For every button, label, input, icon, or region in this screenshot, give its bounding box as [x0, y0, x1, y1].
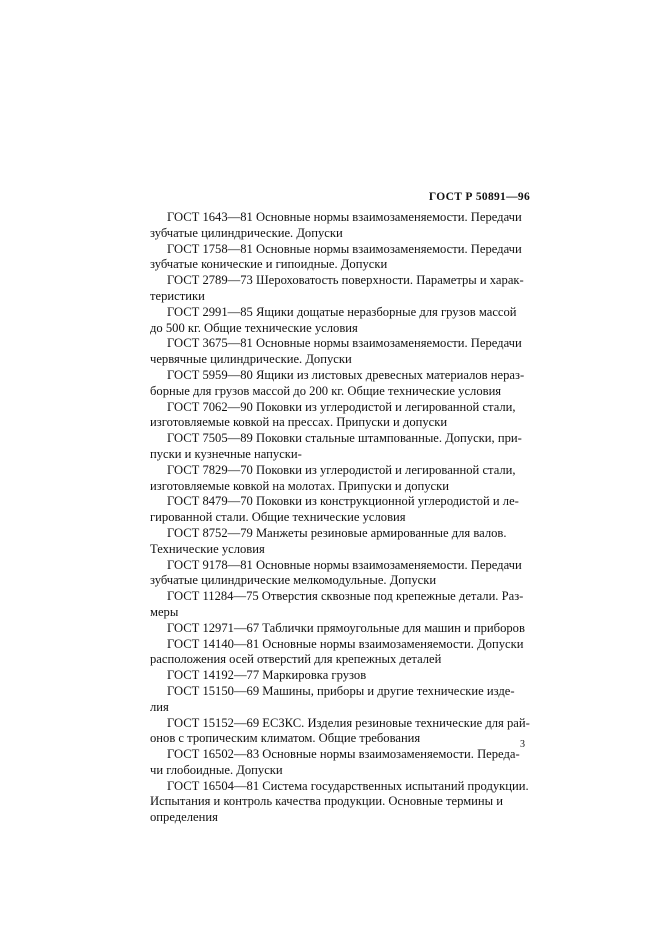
reference-line: ГОСТ 14192—77 Маркировка грузов — [167, 668, 367, 683]
reference-line: ГОСТ 15150—69 Машины, приборы и другие технические изде- — [167, 683, 515, 698]
reference-line: определения — [150, 810, 218, 825]
reference-entry — [150, 684, 531, 716]
reference-entry — [150, 463, 531, 495]
reference-line: борные для грузов массой до 200 кг. Общие технические условия — [150, 383, 502, 398]
document-header: ГОСТ Р 50891—96 — [428, 191, 530, 203]
reference-line: изготовляемые ковкой на молотах. Припуски и допуски — [150, 478, 450, 493]
reference-entry — [150, 305, 531, 337]
reference-entry — [150, 637, 531, 669]
reference-line: ГОСТ 8479—70 Поковки из конструкционной углеродистой и ле- — [167, 494, 519, 509]
reference-entry — [150, 526, 531, 558]
reference-line: ГОСТ 7505—89 Поковки стальные штампованные. Допуски, при- — [167, 431, 522, 446]
reference-entry — [150, 747, 531, 779]
reference-entry — [150, 716, 531, 748]
reference-line: чи глобоидные. Допуски — [150, 762, 283, 777]
reference-line: расположения осей отверстий для крепежных деталей — [150, 652, 442, 667]
reference-line: ГОСТ 7829—70 Поковки из углеродистой и легированной стали, — [167, 462, 516, 477]
reference-line: ГОСТ 16502—83 Основные нормы взаимозаменяемости. Переда- — [167, 747, 520, 762]
references-list — [150, 210, 531, 826]
reference-entry — [150, 336, 531, 368]
reference-entry — [150, 431, 531, 463]
reference-line: ГОСТ 1643—81 Основные нормы взаимозаменяемости. Передачи — [167, 210, 522, 224]
reference-line: меры — [150, 604, 179, 619]
reference-entry — [150, 621, 531, 637]
reference-line: ГОСТ 12971—67 Таблички прямоугольные для машин и приборов — [167, 620, 525, 635]
reference-line: онов с тропическим климатом. Общие требования — [150, 731, 421, 746]
reference-entry — [150, 668, 531, 684]
reference-line: ГОСТ 7062—90 Поковки из углеродистой и легированной стали, — [167, 399, 516, 414]
reference-line: ГОСТ 5959—80 Ящики из листовых древесных материалов нераз- — [167, 367, 525, 382]
reference-line: Технические условия — [150, 541, 265, 556]
reference-line: до 500 кг. Общие технические условия — [150, 320, 358, 335]
reference-entry — [150, 400, 531, 432]
reference-line: зубчатые цилиндрические мелкомодульные. Допуски — [150, 573, 437, 588]
page-number: 3 — [520, 739, 525, 750]
reference-line: зубчатые цилиндрические. Допуски — [150, 225, 343, 240]
reference-line: червячные цилиндрические. Допуски — [150, 352, 352, 367]
reference-line: лия — [150, 699, 169, 714]
reference-entry — [150, 589, 531, 621]
reference-entry — [150, 558, 531, 590]
reference-line: ГОСТ 16504—81 Система государственных испытаний продукции. — [167, 778, 529, 793]
reference-line: Испытания и контроль качества продукции. Основные термины и — [150, 794, 503, 809]
reference-entry — [150, 242, 531, 274]
reference-line: ГОСТ 8752—79 Манжеты резиновые армированные для валов. — [167, 525, 507, 540]
reference-entry — [150, 368, 531, 400]
reference-line: ГОСТ 9178—81 Основные нормы взаимозаменяемости. Передачи — [167, 557, 522, 572]
reference-entry — [150, 210, 531, 242]
reference-line: ГОСТ 14140—81 Основные нормы взаимозаменяемости. Допуски — [167, 636, 524, 651]
reference-line: ГОСТ 2991—85 Ящики дощатые неразборные для грузов массой — [167, 304, 517, 319]
reference-entry — [150, 273, 531, 305]
reference-line: ГОСТ 1758—81 Основные нормы взаимозаменяемости. Передачи — [167, 241, 522, 256]
reference-line: теристики — [150, 288, 205, 303]
reference-entry — [150, 494, 531, 526]
reference-line: гированной стали. Общие технические условия — [150, 510, 406, 525]
reference-line: ГОСТ 2789—73 Шероховатость поверхности. Параметры и харак- — [167, 273, 524, 288]
reference-line: пуски и кузнечные напуски- — [150, 446, 302, 461]
reference-entry — [150, 779, 531, 826]
reference-line: зубчатые конические и гипоидные. Допуски — [150, 257, 388, 272]
reference-line: ГОСТ 11284—75 Отверстия сквозные под крепежные детали. Раз- — [167, 589, 524, 604]
reference-line: изготовляемые ковкой на прессах. Припуски и допуски — [150, 415, 448, 430]
reference-line: ГОСТ 15152—69 ЕСЗКС. Изделия резиновые технические для рай- — [167, 715, 530, 730]
reference-line: ГОСТ 3675—81 Основные нормы взаимозаменяемости. Передачи — [167, 336, 522, 351]
